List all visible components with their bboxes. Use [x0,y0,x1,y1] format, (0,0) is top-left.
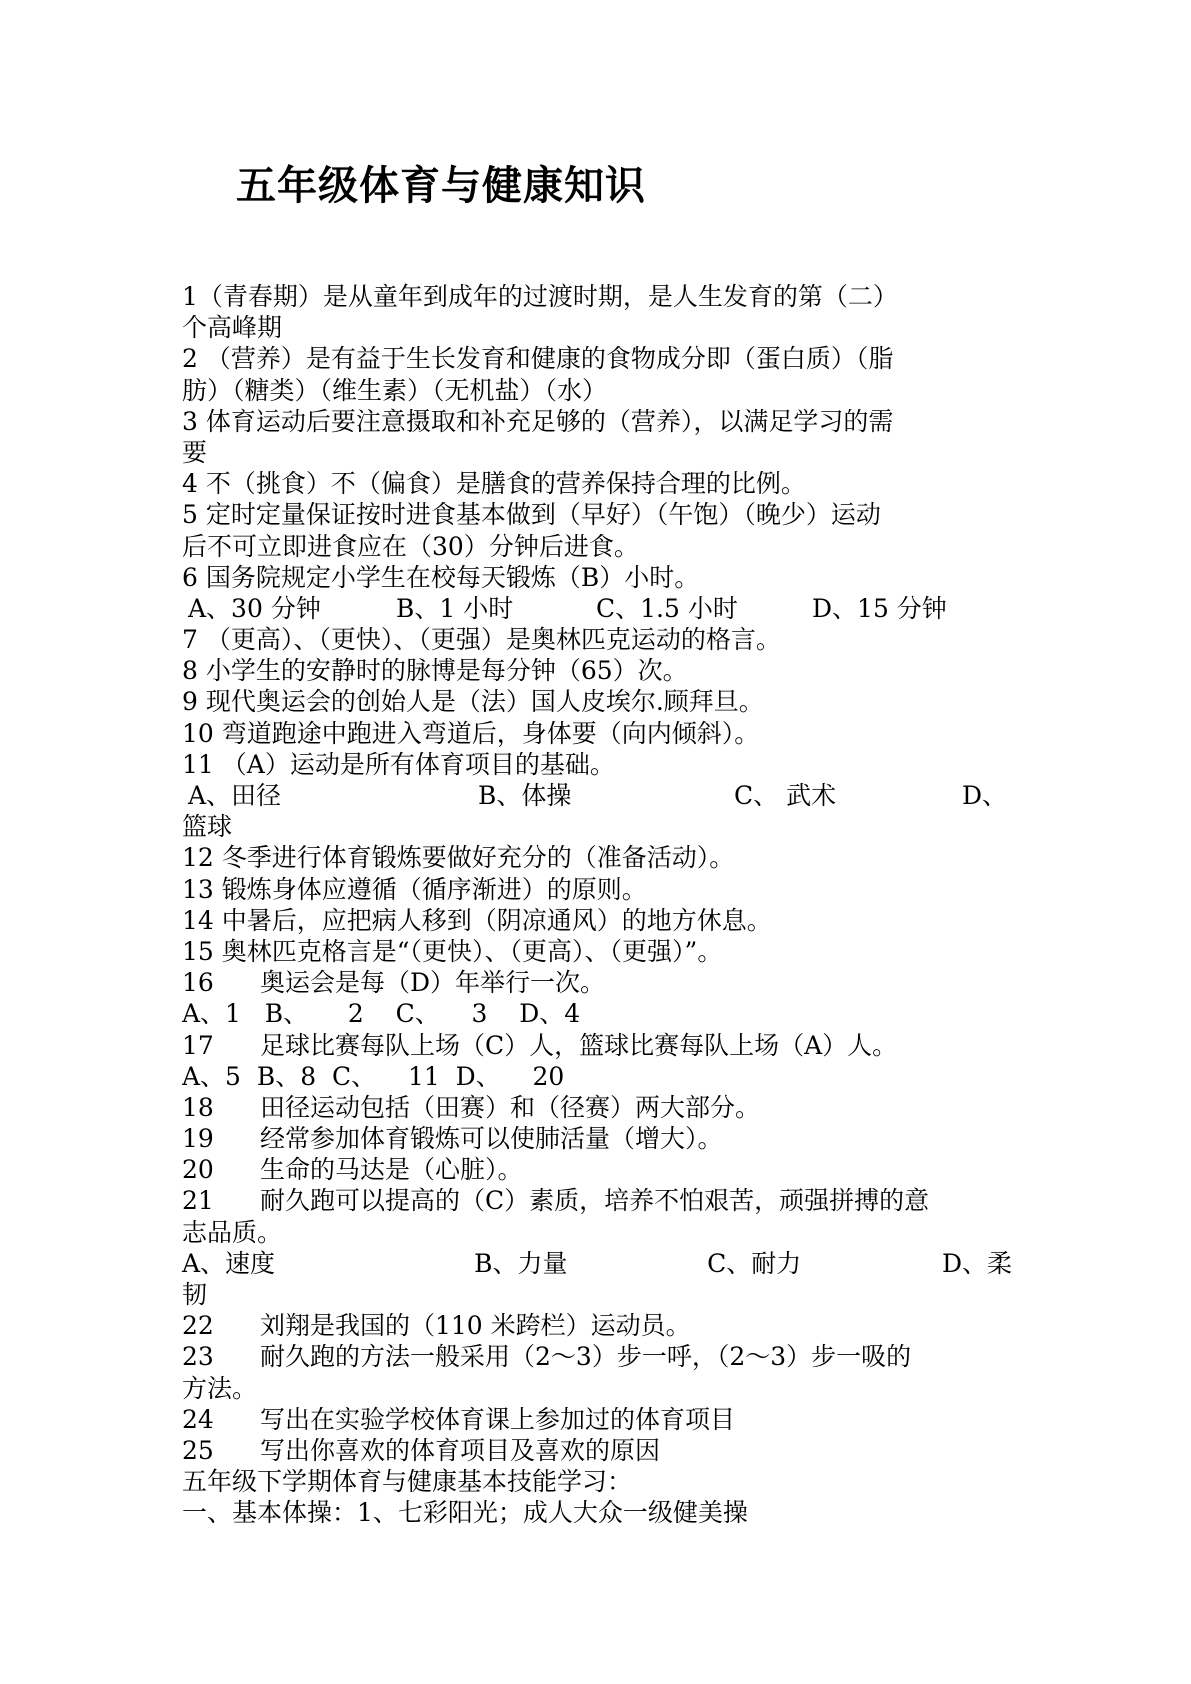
question-25-text: 写出你喜欢的体育项目及喜欢的原因 [260,1435,661,1465]
question-21-number: 21 [182,1186,214,1216]
question-3-line-2: 要 [182,437,208,467]
question-20-number: 20 [182,1155,214,1185]
question-16-options: A、1 B、 2 C、 3 D、4 [182,999,581,1029]
question-21-text: 耐久跑可以提高的（C）素质，培养不怕艰苦，顽强拼搏的意 [260,1186,930,1216]
question-11-option-a: A、田径 [188,781,282,810]
question-11-option-d: D、 [962,781,1008,810]
question-11-option-d-continued: 篮球 [182,812,233,842]
question-15: 15 奥林匹克格言是“（更快）、（更高）、（更强）”。 [182,936,723,966]
question-19-number: 19 [182,1124,214,1154]
question-17-options: A、5 B、8 C、 11 D、 20 [182,1061,565,1091]
question-24-text: 写出在实验学校体育课上参加过的体育项目 [260,1404,736,1434]
question-17-text: 足球比赛每队上场（C）人，篮球比赛每队上场（A）人。 [260,1030,898,1060]
question-11-options [182,780,1012,811]
question-21-option-d: D、柔 [941,1248,1012,1278]
question-24 [182,1404,1012,1435]
question-6-option-a: A、30 分钟 [188,593,321,623]
question-6-option-c: C、1.5 小时 [596,593,738,623]
question-2-line-2: 肪）（糖类）（维生素）（无机盐）（水） [182,375,608,405]
question-13: 13 锻炼身体应遵循（循序渐进）的原则。 [182,874,647,904]
question-11-option-b: B、体操 [478,781,572,810]
question-11: 11 （A）运动是所有体育项目的基础。 [182,749,615,779]
question-2-line-1: 2 （营养）是有益于生长发育和健康的食物成分即（蛋白质）（脂 [182,344,894,374]
question-22-text: 刘翔是我国的（110 米跨栏）运动员。 [260,1311,691,1341]
question-17-number: 17 [182,1030,214,1060]
document-title: 五年级体育与健康知识 [236,163,646,209]
question-24-number: 24 [182,1404,214,1434]
question-6-options [182,593,1012,624]
question-3-line-1: 3 体育运动后要注意摄取和补充足够的（营养），以满足学习的需 [182,406,894,436]
question-23-continued: 方法。 [182,1373,258,1403]
question-11-option-c: C、 武术 [734,781,837,810]
question-20 [182,1154,1012,1185]
question-21 [182,1185,1012,1216]
question-6: 6 国务院规定小学生在校每天锻炼（B）小时。 [182,562,700,592]
question-22 [182,1310,1012,1341]
question-21-options [182,1248,1012,1279]
question-6-option-b: B、1 小时 [396,593,514,623]
question-19-text: 经常参加体育锻炼可以使肺活量（增大）。 [260,1124,723,1154]
question-22-number: 22 [182,1311,214,1341]
question-6-option-d: D、15 分钟 [812,593,947,623]
question-23-number: 23 [182,1342,214,1372]
question-19 [182,1123,1012,1154]
question-16-text: 奥运会是每（D）年举行一次。 [260,968,606,998]
section-item: 一、基本体操：1、七彩阳光；成人大众一级健美操 [182,1498,748,1528]
question-1-line-2: 个高峰期 [182,313,283,343]
question-16-number: 16 [182,968,214,998]
question-18 [182,1092,1012,1123]
question-10: 10 弯道跑途中跑进入弯道后，身体要（向内倾斜）。 [182,718,760,748]
document-body [182,281,1012,1529]
question-12: 12 冬季进行体育锻炼要做好充分的（准备活动）。 [182,843,735,873]
question-23 [182,1341,1012,1372]
question-21-option-b: B、力量 [474,1248,568,1278]
question-21-option-d-continued: 韧 [182,1280,208,1309]
question-5-line-1: 5 定时定量保证按时进食基本做到（早好）（午饱）（晚少）运动 [182,500,881,530]
question-4: 4 不（挑食）不（偏食）是膳食的营养保持合理的比例。 [182,469,806,499]
question-21-continued: 志品质。 [182,1217,283,1247]
question-1-line-1: 1（青春期）是从童年到成年的过渡时期，是人生发育的第（二） [182,282,898,311]
question-16 [182,967,1012,998]
question-18-number: 18 [182,1092,214,1122]
question-8: 8 小学生的安静时的脉博是每分钟（65）次。 [182,656,688,686]
question-23-text: 耐久跑的方法一般采用（2～3）步一呼，（2～3）步一吸的 [260,1342,912,1372]
question-25-number: 25 [182,1435,214,1465]
question-21-option-a: A、速度 [182,1248,276,1278]
question-17 [182,1030,1012,1061]
question-5-line-2: 后不可立即进食应在（30）分钟后进食。 [182,531,639,561]
question-18-text: 田径运动包括（田赛）和（径赛）两大部分。 [260,1092,761,1122]
question-7: 7 （更高）、（更快）、（更强）是奥林匹克运动的格言。 [182,625,781,655]
question-25 [182,1435,1012,1466]
question-14: 14 中暑后，应把病人移到（阴凉通风）的地方休息。 [182,905,772,935]
question-21-option-c: C、耐力 [707,1248,802,1278]
question-20-text: 生命的马达是（心脏）。 [260,1155,523,1185]
section-heading: 五年级下学期体育与健康基本技能学习： [182,1467,633,1497]
question-9: 9 现代奥运会的创始人是（法）国人皮埃尔.顾拜旦。 [182,687,764,717]
